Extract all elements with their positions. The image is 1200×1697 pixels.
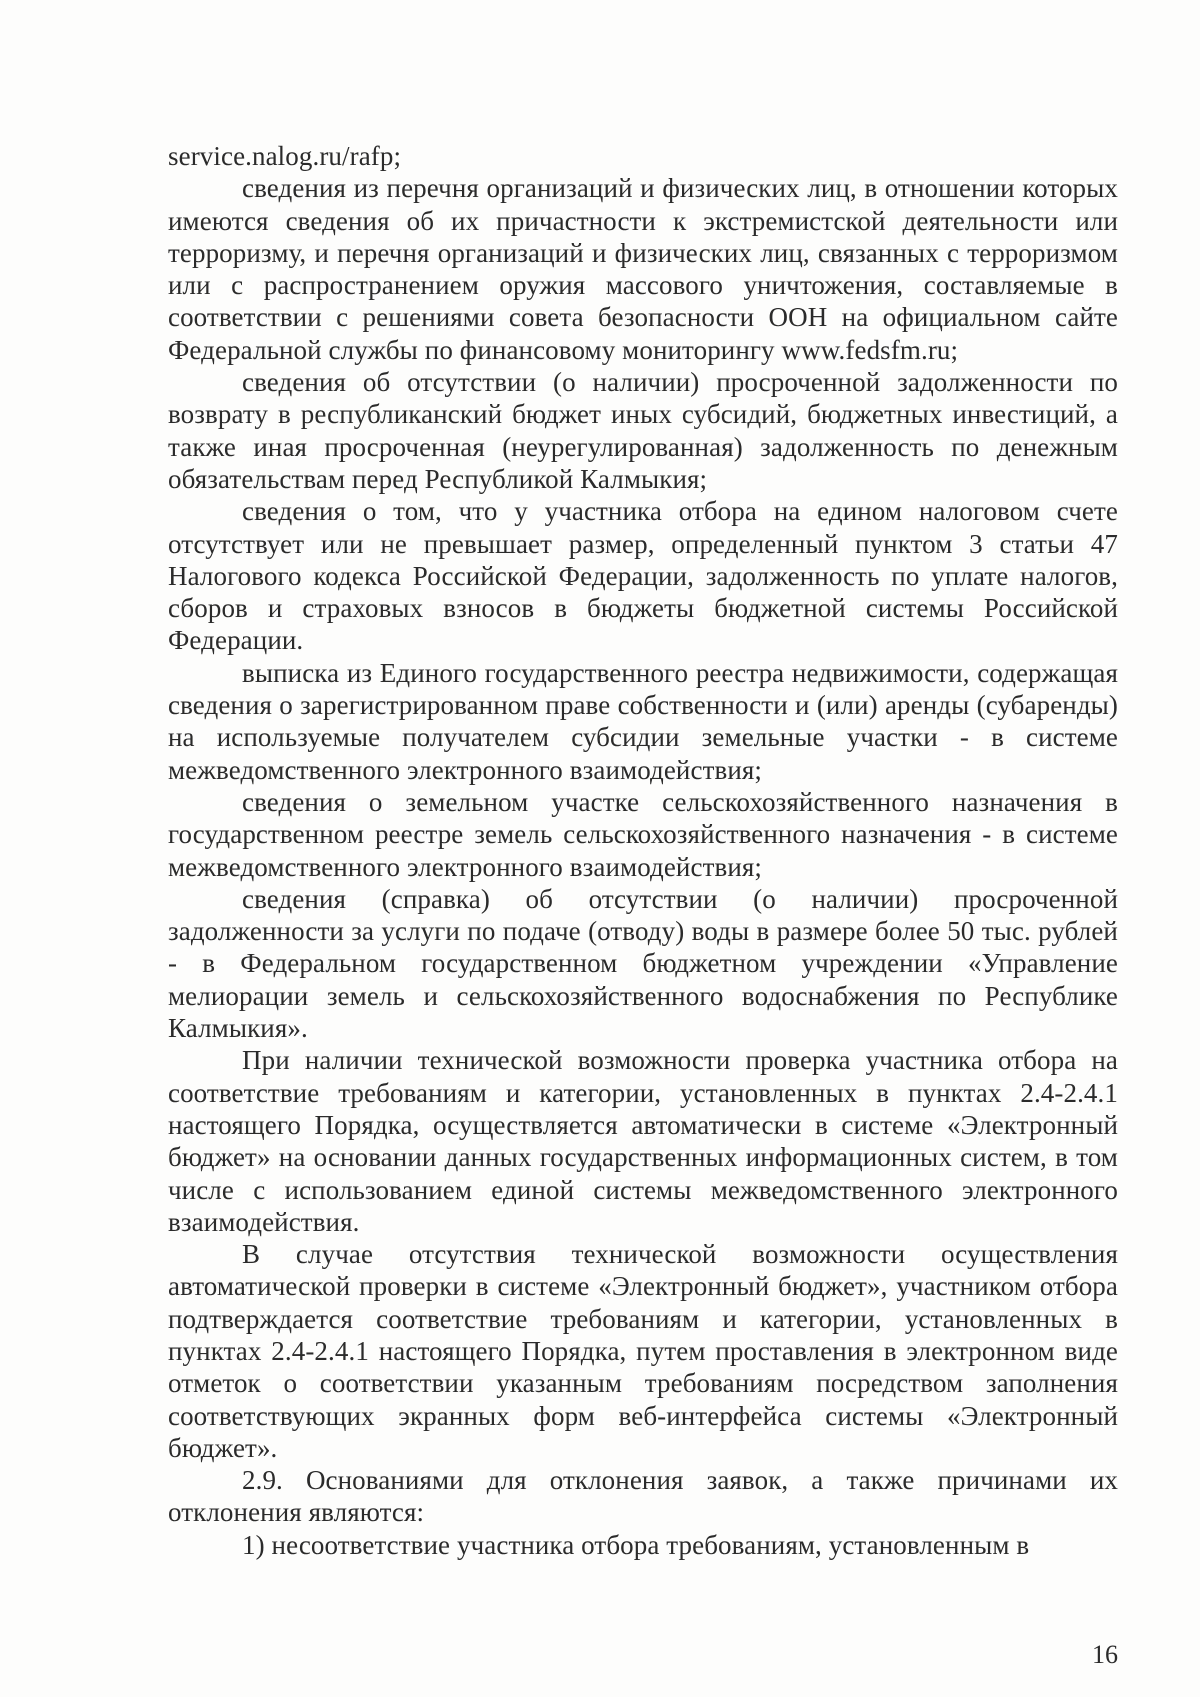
paragraph-water-debt: сведения (справка) об отсутствии (о наличии) просроченной задолженности за услуги по подаче (отводу) воды в размере более 50 тыс. рублей - в Федеральном государственном бюджетном учреждении «Управление мелиорации земель и сельскохозяйственного водоснабжения по Республике Калмыкия».: [168, 883, 1118, 1044]
page-number: 16: [1092, 1640, 1118, 1669]
paragraph-automatic-check: При наличии технической возможности проверка участника отбора на соответствие требованиям и категории, установленных в пунктах 2.4-2.4.1 настоящего Порядка, осуществляется автоматически в системе «Электронный бюджет» на основании данных государственных информационных систем, в том числе с использованием единой системы межведомственного электронного взаимодействия.: [168, 1045, 1118, 1237]
document-body: [168, 140, 1118, 1561]
paragraph-real-estate-extract: выписка из Единого государственного реестра недвижимости, содержащая сведения о зарегистрированном праве собственности и (или) аренды (субаренды) на используемые получателем субсидии земельные участки - в системе межведомственного электронного взаимодействия;: [168, 657, 1118, 785]
paragraph-extremism-list: сведения из перечня организаций и физических лиц, в отношении которых имеются сведения об их причастности к экстремистской деятельности или терроризму, и перечня организаций и физических лиц, связанных с терроризмом или с распространением оружия массового уничтожения, составляемые в соответствии с решениями совета безопасности ООН на официальном сайте Федеральной службы по финансовому мониторингу www.fedsfm.ru;: [168, 173, 1118, 365]
paragraph-tax-account: сведения о том, что у участника отбора на едином налоговом счете отсутствует или не превышает размер, определенный пунктом 3 статьи 47 Налогового кодекса Российской Федерации, задолженность по уплате налогов, сборов и страховых взносов в бюджеты бюджетной системы Российской Федерации.: [168, 496, 1118, 656]
paragraph-manual-check: В случае отсутствия технической возможности осуществления автоматической проверки в системе «Электронный бюджет», участником отбора подтверждается соответствие требованиям и категории, установленных в пунктах 2.4-2.4.1 настоящего Порядка, путем проставления в электронном виде отметок о соответствии указанным требованиям посредством заполнения соответствующих экранных форм веб-интерфейса системы «Электронный бюджет».: [168, 1239, 1118, 1463]
paragraph-url-continuation: service.nalog.ru/rafp;: [168, 141, 402, 171]
paragraph-land-plot: сведения о земельном участке сельскохозяйственного назначения в государственном реестре земель сельскохозяйственного назначения - в системе межведомственного электронного взаимодействия;: [168, 786, 1118, 882]
paragraph-overdue-debt: сведения об отсутствии (о наличии) просроченной задолженности по возврату в республиканский бюджет иных субсидий, бюджетных инвестиций, а также иная просроченная (неурегулированная) задолженность по денежным обязательствам перед Республикой Калмыкия;: [168, 367, 1118, 494]
paragraph-section-2-9: 2.9. Основаниями для отклонения заявок, а также причинами их отклонения являются:: [168, 1465, 1118, 1528]
paragraph-item-1: 1) несоответствие участника отбора требованиям, установленным в: [242, 1529, 1030, 1560]
